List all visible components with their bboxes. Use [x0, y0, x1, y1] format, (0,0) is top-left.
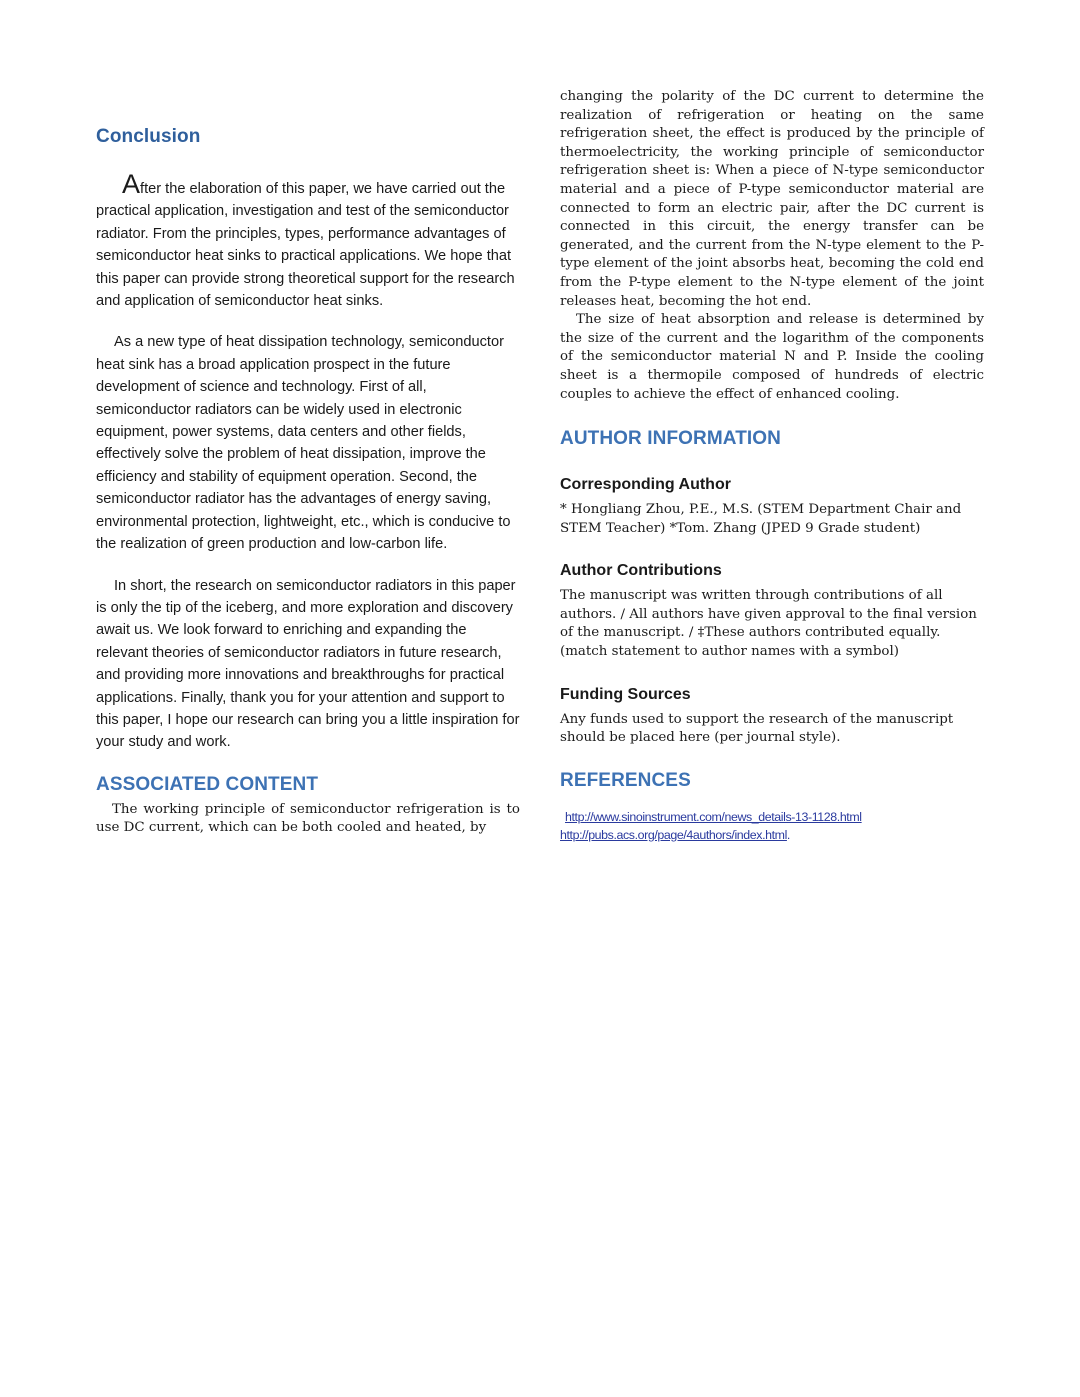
- reference-list: [560, 808, 984, 844]
- conclusion-paragraph-1-text: fter the elaboration of this paper, we have carried out the practical application, investigation and test of the semiconductor radiator. From the principles, types, performance advantages of semiconductor heat sinks to practical applications. We hope that this paper can provide strong theoretical support for the research and application of semiconductor heat sinks.: [96, 181, 515, 310]
- corresponding-author-heading: Corresponding Author: [560, 476, 731, 494]
- associated-content-continued: changing the polarity of the DC current to determine the realization of refrigeration or heating on the same refrigeration sheet, the effect is produced by the principle of thermoelectricity, the working principle of semiconductor refrigeration sheet is: When a piece of N-type semiconductor material and a piece of P-type semiconductor material are connected to form an electric pair, after the DC current is connected in this circuit, the energy transfer can be generated, and the current from the N-type element to the P-type element of the joint absorbs heat, becoming the cold end from the P-type element to the N-type element of the joint releases heat, becoming the hot end.: [560, 89, 984, 309]
- reference-item-2: [560, 826, 984, 844]
- right-column: [560, 88, 984, 844]
- conclusion-paragraph-1: [96, 169, 520, 312]
- reference-link-1[interactable]: http://www.sinoinstrument.com/news_details-13-1128.html: [565, 809, 862, 824]
- reference-2-suffix: .: [786, 827, 791, 842]
- reference-link-2[interactable]: http://pubs.acs.org/page/4authors/index.html: [560, 827, 787, 842]
- author-information-heading: AUTHOR INFORMATION: [560, 428, 781, 450]
- funding-sources-heading: Funding Sources: [560, 685, 691, 703]
- conclusion-heading: Conclusion: [96, 126, 201, 147]
- corresponding-author-text: * Hongliang Zhou, P.E., M.S. (STEM Department Chair and STEM Teacher) *Tom. Zhang (JPED 9 Grade student): [560, 502, 962, 536]
- drop-cap: A: [122, 169, 141, 199]
- associated-content-paragraph-2: The size of heat absorption and release is determined by the size of the current and the logarithm of the components of the semiconductor material N and P. Inside the cooling sheet is a thermopile composed of hundreds of electric couples to achieve the effect of enhanced cooling.: [560, 312, 984, 402]
- conclusion-paragraph-2: As a new type of heat dissipation technology, semiconductor heat sink has a broad application prospect in the future development of science and technology. First of all, semiconductor radiators can be widely used in electronic equipment, power systems, data centers and other fields, effectively solve the problem of heat dissipation, improve the efficiency and stability of equipment operation. Second, the semiconductor radiator has the advantages of energy saving, environmental protection, lightweight, etc., which is conducive to the realization of green production and low-carbon life.: [96, 334, 511, 553]
- left-column: [96, 126, 520, 838]
- conclusion-paragraph-3: In short, the research on semiconductor radiators in this paper is only the tip of the iceberg, and more exploration and discovery await us. We look forward to enriching and expanding the relevant theories of semiconductor radiators in future research, and providing more innovations and breakthroughs for practical applications. Finally, thank you for your attention and support to this paper, I hope our research can bring you a little inspiration for your study and work.: [96, 577, 520, 751]
- author-contributions-heading: Author Contributions: [560, 562, 722, 580]
- associated-content-heading: ASSOCIATED CONTENT: [96, 773, 319, 795]
- funding-sources-text: Any funds used to support the research of the manuscript should be placed here (per journal style).: [560, 711, 954, 746]
- associated-content-paragraph: The working principle of semiconductor refrigeration is to use DC current, which can be both cooled and heated, by: [96, 801, 520, 836]
- references-heading: REFERENCES: [560, 769, 691, 791]
- author-contributions-text: The manuscript was written through contributions of all authors. / All authors have given approval to the final version of the manuscript. / ‡These authors contributed equally. (match statement to author names with a symbol): [560, 588, 977, 660]
